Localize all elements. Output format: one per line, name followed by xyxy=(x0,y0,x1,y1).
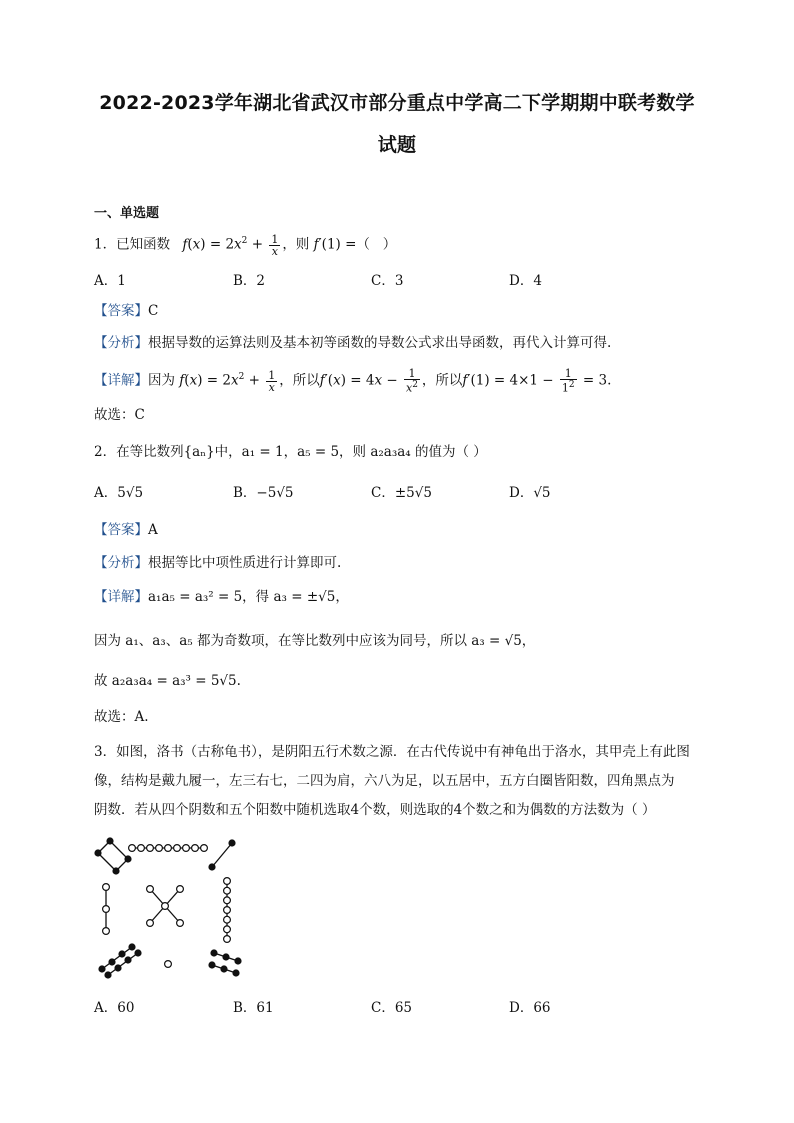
q2-analysis xyxy=(94,554,341,572)
q1-option-a: A．1 xyxy=(94,273,126,289)
q3-option-a: A．60 xyxy=(94,1000,135,1016)
q3-option-c: C．65 xyxy=(371,1000,413,1016)
q2-stem: 2．在等比数列{aₙ}中，a₁ = 1，a₅ = 5，则 a₂a₃a₄ 的值为（ ） xyxy=(94,444,487,460)
q2-option-c: C．±5√5 xyxy=(371,485,432,501)
q1-detail: 【详解】因为 $f(x) = 2x^2$ + $\frac{1}{x}$ ，所以f′(x) = 4x − $\frac{1}{x^2}$ ，所以f′(1) = 4×1 − $\frac{1}{1^2}$ = 3. xyxy=(94,367,612,395)
q2-analysis-text: 根据等比中项性质进行计算即可. xyxy=(148,555,342,571)
q1-stem: 1．已知函数 $f(x) = 2x^2$ + $\frac{1}{x}$ ，则 f′(1) =（ ） xyxy=(94,232,397,258)
q1-answer-tag: 【答案】 xyxy=(94,303,148,319)
q2-conclusion: 故选：A. xyxy=(94,709,149,725)
q1-option-c: C．3 xyxy=(371,273,404,289)
q3-option-d: D．66 xyxy=(509,1000,551,1016)
q3-stem-line2: 像，结构是戴九履一，左三右七，二四为肩，六八为足，以五居中，五方白圈皆阳数，四角黑点为 xyxy=(94,773,675,789)
q2-option-a: A．5√5 xyxy=(94,485,144,501)
q2-analysis-tag: 【分析】 xyxy=(94,555,148,571)
q2-detail-1: 【详解】a₁a₅ = a₃² = 5，得 a₃ = ±√5， xyxy=(94,589,349,605)
q2-option-d: D．√5 xyxy=(509,485,551,501)
q3-stem-line3: 阴数．若从四个阴数和五个阳数中随机选取4个数，则选取的4个数之和为偶数的方法数为（ ） xyxy=(94,802,656,818)
q1-answer-value: C xyxy=(148,303,159,319)
yang-white-circles xyxy=(103,845,231,968)
q1-analysis-text: 根据导数的运算法则及基本初等函数的导数公式求出导函数，再代入计算可得. xyxy=(148,335,612,351)
q1-conclusion: 故选：C xyxy=(94,407,145,423)
q3-option-b: B．61 xyxy=(233,1000,274,1016)
q1-answer xyxy=(94,302,158,320)
document-title-line2: 试题 xyxy=(377,134,417,156)
q2-answer-tag: 【答案】 xyxy=(94,522,148,538)
q2-answer-value: A xyxy=(148,522,158,538)
q2-option-b: B．−5√5 xyxy=(233,485,294,501)
q1-option-b: B．2 xyxy=(233,273,266,289)
q2-detail-3: 故 a₂a₃a₄ = a₃³ = 5√5. xyxy=(94,673,241,689)
luoshu-figure xyxy=(94,835,254,985)
q1-option-d: D．4 xyxy=(509,273,542,289)
q1-analysis-tag: 【分析】 xyxy=(94,335,148,351)
q1-detail-tag: 【详解】 xyxy=(94,372,148,389)
q2-detail-2: 因为 a₁、a₃、a₅ 都为奇数项，在等比数列中应该为同号，所以 a₃ = √5， xyxy=(94,633,536,649)
q3-stem-line1: 3．如图，洛书（古称龟书），是阴阳五行术数之源．在古代传说中有神龟出于洛水，其甲壳上有此图 xyxy=(94,744,690,760)
q1-analysis xyxy=(94,334,611,352)
section-heading: 一、单选题 xyxy=(94,206,160,221)
q1-stem-prefix: 1．已知函数 xyxy=(94,236,171,253)
q2-detail-tag: 【详解】 xyxy=(94,589,148,605)
document-title-line1: 2022-2023学年湖北省武汉市部分重点中学高二下学期期中联考数学 xyxy=(99,92,695,114)
q2-answer xyxy=(94,521,158,539)
